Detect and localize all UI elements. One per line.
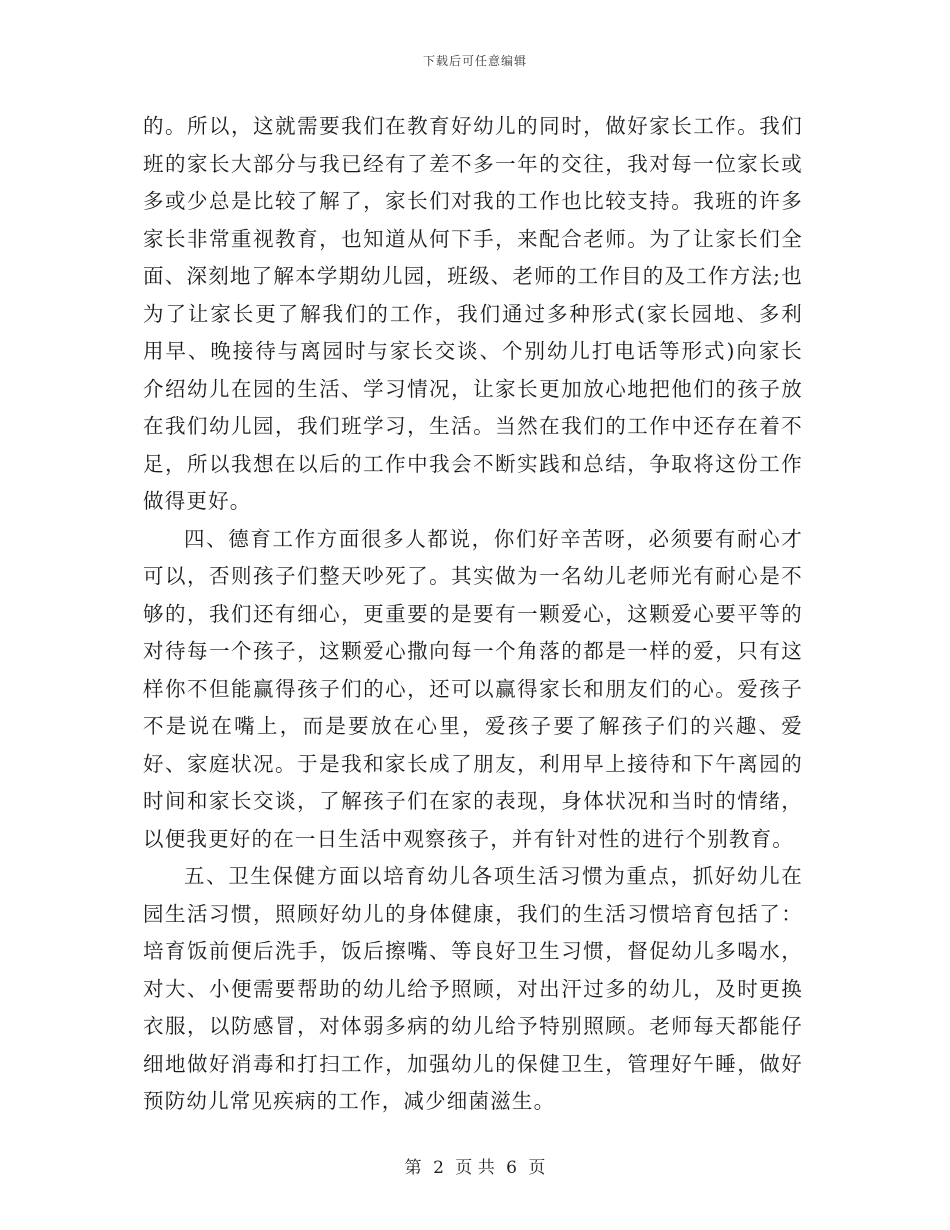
paragraph-3: 五、卫生保健方面以培育幼儿各项生活习惯为重点，抓好幼儿在园生活习惯，照顾好幼儿的身体健康，我们的生活习惯培育包括了：培育饭前便后洗手，饭后擦嘴、等良好卫生习惯，督促幼儿多喝水，对大、小便需要帮助的幼儿给予照顾，对出汗过多的幼儿，及时更换衣服，以防感冒，对体弱多病的幼儿给予特别照顾。老师每天都能仔细地做好消毒和打扫工作，加强幼儿的保健卫生，管理好午睡，做好预防幼儿常见疾病的工作，减少细菌滋生。 — [143, 864, 803, 1113]
footer-suffix: 页 — [528, 1158, 546, 1178]
footer-current-page: 2 — [433, 1158, 444, 1178]
page-footer — [0, 1153, 950, 1178]
body-text — [143, 108, 803, 1121]
paragraph-1: 的。所以，这就需要我们在教育好幼儿的同时，做好家长工作。我们班的家长大部分与我已经有了差不多一年的交往，我对每一位家长或多或少总是比较了解了，家长们对我的工作也比较支持。我班的许多家长非常重视教育，也知道从何下手，来配合老师。为了让家长们全面、深刻地了解本学期幼儿园，班级、老师的工作目的及工作方法;也为了让家长更了解我们的工作，我们通过多种形式(家长园地、多利用早、晚接待与离园时与家长交谈、个别幼儿打电话等形式)向家长介绍幼儿在园的生活、学习情况，让家长更加放心地把他们的孩子放在我们幼儿园，我们班学习，生活。当然在我们的工作中还存在着不足，所以我想在以后的工作中我会不断实践和总结，争取将这份工作做得更好。 — [143, 114, 803, 513]
footer-total-pages: 6 — [506, 1158, 517, 1178]
footer-middle: 页 共 — [455, 1158, 495, 1178]
page-header: 下载后可任意编辑 — [422, 54, 527, 68]
paragraph-2: 四、德育工作方面很多人都说，你们好辛苦呀，必须要有耐心才可以，否则孩子们整天吵死了。其实做为一名幼儿老师光有耐心是不够的，我们还有细心，更重要的是要有一颗爱心，这颗爱心要平等的对待每一个孩子，这颗爱心撒向每一个角落的都是一样的爱，只有这样你不但能赢得孩子们的心，还可以赢得家长和朋友们的心。爱孩子不是说在嘴上，而是要放在心里，爱孩子要了解孩子们的兴趣、爱好、家庭状况。于是我和家长成了朋友，利用早上接待和下午离园的时间和家长交谈，了解孩子们在家的表现，身体状况和当时的情绪，以便我更好的在一日生活中观察孩子，并有针对性的进行个别教育。 — [143, 526, 803, 851]
footer-prefix: 第 — [404, 1158, 422, 1178]
